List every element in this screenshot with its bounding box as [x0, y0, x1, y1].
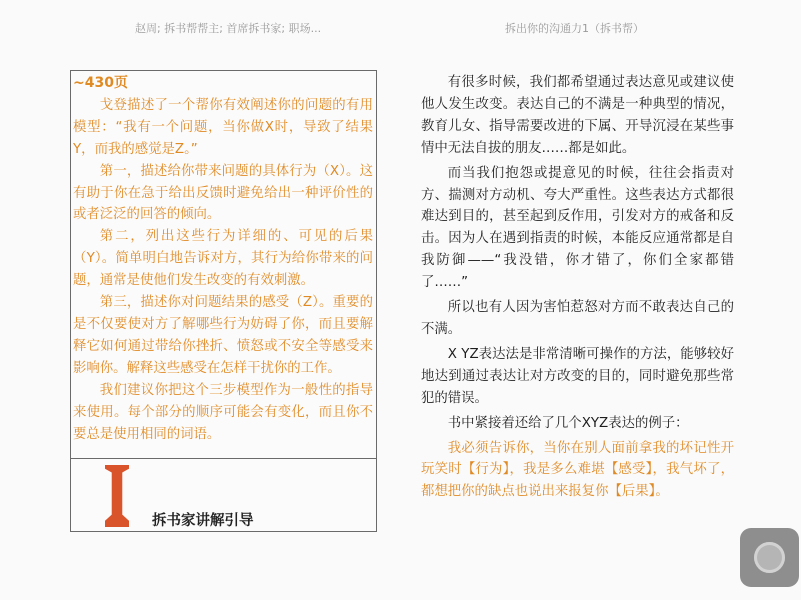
body-paragraph: 书中紧接着还给了几个XYZ表达的例子：: [447, 415, 689, 431]
book-excerpt-box: [70, 70, 377, 532]
excerpt-paragraph: 第一，描述给你带来问题的具体行为（X）。这有助于你在急于给出反馈时避免给出一种评价性的或者泛泛的回答的倾向。: [73, 163, 373, 223]
assistive-touch-icon: [754, 542, 785, 573]
chapter-title: 拆出你的沟通力1（拆书帮）: [505, 22, 644, 35]
section-heading: 拆书家讲解引导: [152, 513, 254, 529]
body-paragraph: 而当我们抱怨或提意见的时候，往往会指责对方、揣测对方动机、夸大严重性。这些表达方式都很难达到目的，甚至起到反作用，引发对方的戒备和反击。因为人在遇到指责的时候，本能反应通常都是自我防御——“我没错，你才错了，你们全家都错了……”: [421, 165, 734, 291]
page-reference: ~430页: [73, 75, 128, 91]
assistive-touch-button[interactable]: [740, 528, 799, 587]
excerpt-paragraph: 我们建议你把这个三步模型作为一般性的指导来使用。每个部分的顺序可能会有变化，而且你不要总是使用相同的词语。: [73, 382, 373, 442]
body-paragraph: 有很多时候，我们都希望通过表达意见或建议使他人发生改变。表达自己的不满是一种典型的情况，教育儿女、指导需要改进的下属、开导沉浸在某些事情中无法自拔的朋友……都是如此。: [421, 75, 734, 156]
reader-header: [0, 0, 801, 48]
highlighted-example: 我必须告诉你，当你在别人面前拿我的坏记性开玩笑时【行为】，我是多么难堪【感受】，我气坏了，都想把你的缺点也说出来报复你【后果】。: [421, 440, 734, 500]
book-author-title: 赵周; 拆书帮帮主; 首席拆书家; 职场...: [135, 22, 322, 35]
section-divider: [71, 458, 376, 459]
section-marker-icon: [105, 465, 129, 527]
right-page-text: [421, 72, 734, 506]
body-paragraph: X YZ表达法是非常清晰可操作的方法，能够较好地达到通过表达让对方改变的目的，同时避免那些常犯的错误。: [421, 346, 734, 406]
body-paragraph: 所以也有人因为害怕惹怒对方而不敢表达自己的不满。: [421, 300, 734, 337]
excerpt-paragraph: 第二，列出这些行为详细的、可见的后果（Y）。简单明白地告诉对方，其行为给你带来的问题，通常是使他们发生改变的有效刺激。: [73, 229, 373, 289]
excerpt-paragraph: 戈登描述了一个帮你有效阐述你的问题的有用模型：“我有一个问题，当你做X时，导致了结果Y，而我的感觉是Z。”: [73, 97, 373, 157]
excerpt-text: [73, 73, 373, 445]
excerpt-paragraph: 第三，描述你对问题结果的感受（Z）。重要的是不仅要使对方了解哪些行为妨碍了你，而且要解释它如何通过带给你挫折、愤怒或不安全等感受来影响你。解释这些感受在怎样干扰你的工作。: [73, 295, 373, 376]
